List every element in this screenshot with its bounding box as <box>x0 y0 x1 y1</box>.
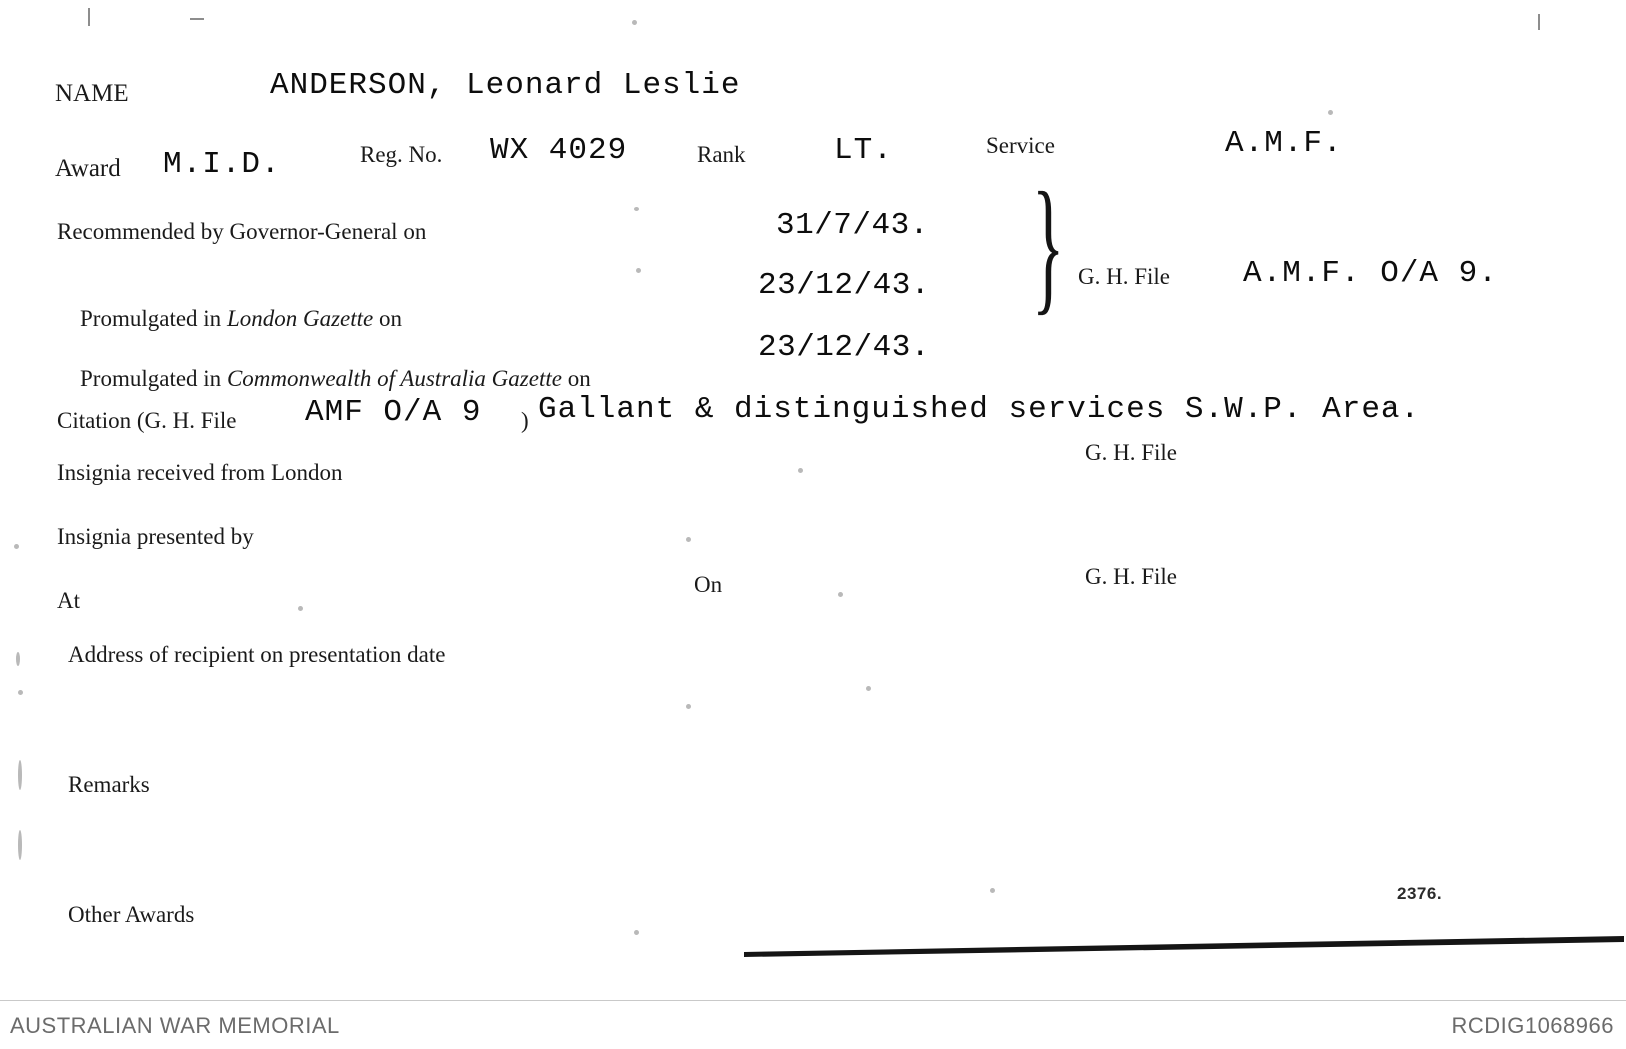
promulgated-london-label-part2: on <box>373 306 402 331</box>
promulgated-london-label-part1: Promulgated in <box>80 306 227 331</box>
scan-speck <box>632 20 637 25</box>
scan-speck <box>634 207 639 211</box>
on-label: On <box>694 572 723 597</box>
gh-file-label-3: G. H. File <box>1085 564 1177 589</box>
recommended-label: Recommended by Governor-General on <box>57 219 427 244</box>
promulgated-london-value: 23/12/43. <box>758 268 930 303</box>
scan-speck <box>16 652 20 666</box>
address-label: Address of recipient on presentation date <box>68 642 446 667</box>
commonwealth-gazette-italic: Commonwealth of Australia Gazette <box>226 366 562 391</box>
scan-artifact-tick <box>1538 14 1540 30</box>
scan-speck <box>838 592 843 597</box>
footer-record-id: RCDIG1068966 <box>1451 1013 1614 1038</box>
gh-file-label-1: G. H. File <box>1078 264 1170 289</box>
scan-speck <box>686 537 691 542</box>
at-label: At <box>57 588 80 613</box>
scan-speck <box>866 686 871 691</box>
scan-speck <box>18 760 22 790</box>
stamp-number: 2376. <box>1397 884 1443 903</box>
scan-artifact-tick <box>88 8 90 26</box>
citation-label-close: ) <box>521 408 529 433</box>
london-gazette-italic: London Gazette <box>226 306 374 331</box>
service-value: A.M.F. <box>1225 126 1343 161</box>
citation-file-value: AMF O/A 9 <box>305 395 482 430</box>
promulgated-commonwealth-value: 23/12/43. <box>758 330 930 365</box>
remarks-label: Remarks <box>68 772 150 797</box>
scan-speck <box>634 930 639 935</box>
reg-no-label: Reg. No. <box>360 142 443 167</box>
date-group-brace: } <box>1032 162 1065 328</box>
rank-label: Rank <box>697 142 746 167</box>
scan-speck <box>990 888 995 893</box>
citation-label-open: Citation (G. H. File <box>57 408 237 433</box>
insignia-received-label: Insignia received from London <box>57 460 343 485</box>
scan-speck <box>18 690 23 695</box>
citation-text: Gallant & distinguished services S.W.P. Area. <box>538 392 1421 427</box>
insignia-presented-label: Insignia presented by <box>57 524 254 549</box>
footer-bar <box>0 1000 1626 1049</box>
reg-no-value: WX 4029 <box>490 133 628 168</box>
scan-speck <box>798 468 803 473</box>
award-value: M.I.D. <box>163 147 281 182</box>
scan-speck <box>636 268 641 273</box>
promulgated-cwlth-label-part1: Promulgated in <box>80 366 227 391</box>
scan-speck <box>1328 110 1333 115</box>
rank-value: LT. <box>834 133 893 168</box>
name-label: NAME <box>55 80 129 107</box>
scan-speck <box>14 544 19 549</box>
promulgated-cwlth-label-part2: on <box>561 366 591 391</box>
gh-file-label-2: G. H. File <box>1085 440 1177 465</box>
name-value: ANDERSON, Leonard Leslie <box>270 68 741 103</box>
award-label: Award <box>55 155 121 182</box>
page-edge-line <box>744 930 1624 960</box>
scan-artifact-tick <box>190 18 204 20</box>
scan-speck <box>18 830 22 860</box>
scan-speck <box>686 704 691 709</box>
gh-file-value-1: A.M.F. O/A 9. <box>1243 256 1498 291</box>
footer-institution: AUSTRALIAN WAR MEMORIAL <box>10 1013 340 1038</box>
service-label: Service <box>986 133 1055 158</box>
scan-speck <box>298 606 303 611</box>
other-awards-label: Other Awards <box>68 902 195 927</box>
recommended-value: 31/7/43. <box>776 208 929 243</box>
